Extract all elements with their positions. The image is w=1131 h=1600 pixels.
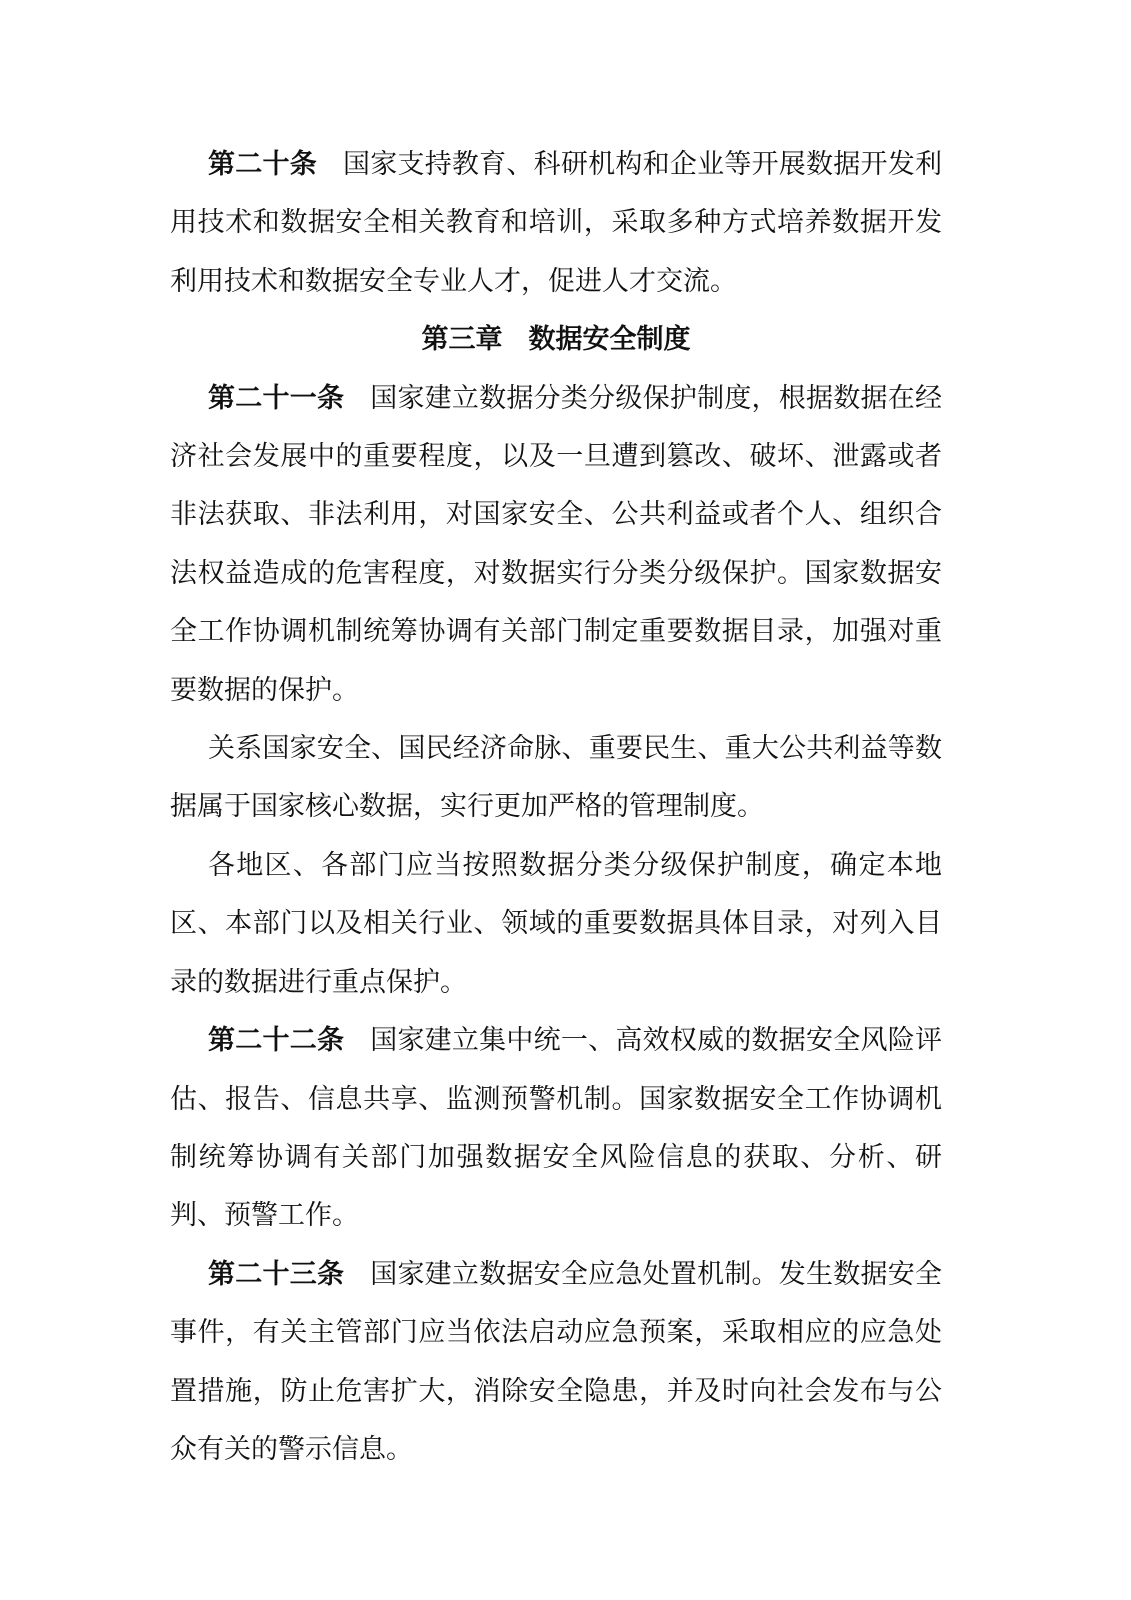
article-23 [170,1246,942,1480]
article-21-label: 第二十一条 [208,382,345,414]
chapter-heading [170,311,942,369]
article-22-label: 第二十二条 [208,1025,345,1057]
chapter-title: 数据安全制度 [528,324,691,356]
document-body [170,136,942,1479]
article-22 [170,1012,942,1246]
article-21-paragraph-2: 关系国家安全、国民经济命脉、重要民生、重大公共利益等数据属于国家核心数据，实行更加严格的管理制度。 [170,733,942,823]
article-21-text: 国家建立数据分类分级保护制度，根据数据在经济社会发展中的重要程度，以及一旦遭到篡改、破坏、泄露或者非法获取、非法利用，对国家安全、公共利益或者个人、组织合法权益造成的危害程度，对数据实行分类分级保护。国家数据安全工作协调机制统筹协调有关部门制定重要数据目录，加强对重要数据的保护。 [170,382,943,706]
article-20 [170,136,942,311]
article-22-text: 国家建立集中统一、高效权威的数据安全风险评估、报告、信息共享、监测预警机制。国家数据安全工作协调机制统筹协调有关部门加强数据安全风险信息的获取、分析、研判、预警工作。 [170,1025,943,1232]
article-21-paragraph-3: 各地区、各部门应当按照数据分类分级保护制度，确定本地区、本部门以及相关行业、领域的重要数据具体目录，对列入目录的数据进行重点保护。 [170,849,942,998]
article-20-label: 第二十条 [208,149,317,180]
article-23-label: 第二十三条 [208,1258,345,1290]
article-23-text: 国家建立数据安全应急处置机制。发生数据安全事件，有关主管部门应当依法启动应急预案，采取相应的应急处置措施，防止危害扩大，消除安全隐患，并及时向社会发布与公众有关的警示信息。 [170,1258,943,1465]
chapter-number: 第三章 [421,324,503,356]
article-21 [170,370,942,720]
article-20-text: 国家支持教育、科研机构和企业等开展数据开发利用技术和数据安全相关教育和培训，采取多种方式培养数据开发利用技术和数据安全专业人才，促进人才交流。 [170,149,943,297]
